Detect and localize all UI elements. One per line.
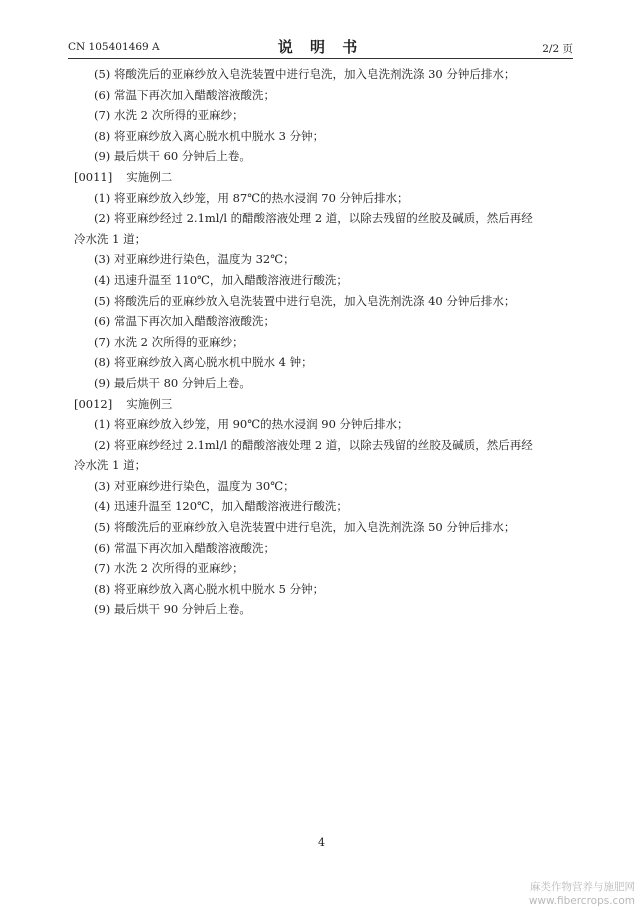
step-line: (6) 常温下再次加入醋酸溶液酸洗；	[94, 540, 275, 555]
step-line: (6) 常温下再次加入醋酸溶液酸洗；	[94, 314, 275, 329]
step-line: (4) 迅速升温至 120℃，加入醋酸溶液进行酸洗；	[94, 499, 348, 514]
paragraph-tag: [0011]	[74, 169, 113, 184]
step-line: (3) 对亚麻纱进行染色，温度为 30℃；	[94, 478, 295, 493]
paragraph-heading-text: 实施例三	[126, 396, 173, 411]
step-line: (8) 将亚麻纱放入离心脱水机中脱水 4 钟；	[94, 355, 313, 370]
step-line: (1) 将亚麻纱放入纱笼，用 90℃的热水浸润 90 分钟后排水；	[94, 417, 409, 432]
continuation-line: 冷水洗 1 道；	[74, 231, 147, 246]
continuation-line: 冷水洗 1 道；	[74, 458, 147, 473]
step-line: (9) 最后烘干 90 分钟后上卷。	[94, 602, 251, 617]
document-number: CN 105401469 A	[68, 41, 160, 53]
paragraph-tag: [0012]	[74, 396, 113, 411]
page-indicator: 2/2 页	[542, 43, 573, 55]
watermark	[529, 880, 635, 908]
step-line: (7) 水洗 2 次所得的亚麻纱；	[94, 334, 244, 349]
step-line: (2) 将亚麻纱经过 2.1ml/l 的醋酸溶液处理 2 道，以除去残留的丝胶及碱质，然后再经	[94, 437, 533, 452]
step-line: (3) 对亚麻纱进行染色，温度为 32℃；	[94, 252, 295, 267]
watermark-url: www.fibercrops.com	[528, 895, 635, 907]
step-line: (2) 将亚麻纱经过 2.1ml/l 的醋酸溶液处理 2 道，以除去残留的丝胶及碱质，然后再经	[94, 211, 533, 226]
step-line: (8) 将亚麻纱放入离心脱水机中脱水 3 分钟；	[94, 128, 325, 143]
document-body	[74, 64, 573, 620]
step-line: (1) 将亚麻纱放入纱笼，用 87℃的热水浸润 70 分钟后排水；	[94, 190, 409, 205]
step-line: (7) 水洗 2 次所得的亚麻纱；	[94, 108, 244, 123]
step-line: (9) 最后烘干 80 分钟后上卷。	[94, 375, 251, 390]
paragraph-heading	[74, 394, 573, 415]
page-header	[68, 36, 573, 59]
paragraph-heading-text: 实施例二	[126, 169, 173, 184]
document-title: 说 明 书	[277, 38, 364, 56]
step-line: (7) 水洗 2 次所得的亚麻纱；	[94, 561, 244, 576]
step-line: (8) 将亚麻纱放入离心脱水机中脱水 5 分钟；	[94, 581, 325, 596]
step-line: (5) 将酸洗后的亚麻纱放入皂洗装置中进行皂洗，加入皂洗剂洗涤 30 分钟后排水；	[94, 67, 516, 81]
step-line: (5) 将酸洗后的亚麻纱放入皂洗装置中进行皂洗，加入皂洗剂洗涤 40 分钟后排水；	[94, 293, 516, 308]
paragraph-heading	[74, 167, 573, 188]
step-line: (9) 最后烘干 60 分钟后上卷。	[94, 149, 251, 164]
step-line: (4) 迅速升温至 110℃，加入醋酸溶液进行酸洗；	[94, 272, 348, 287]
step-line: (5) 将酸洗后的亚麻纱放入皂洗装置中进行皂洗，加入皂洗剂洗涤 50 分钟后排水；	[94, 520, 516, 535]
page-number: 4	[318, 836, 325, 849]
step-line: (6) 常温下再次加入醋酸溶液酸洗；	[94, 87, 275, 102]
watermark-site-name: 麻类作物营养与施肥网	[530, 881, 635, 893]
